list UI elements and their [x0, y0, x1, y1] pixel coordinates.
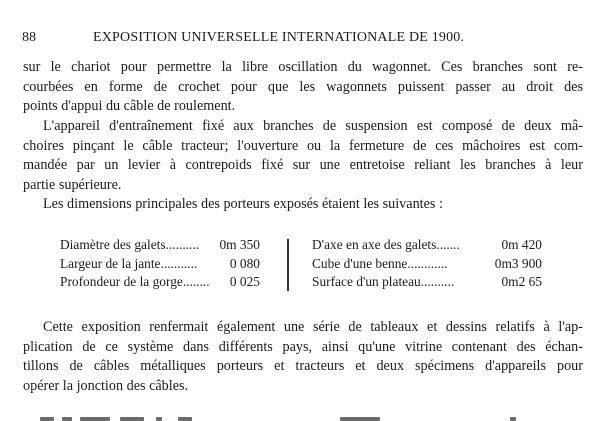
text-line: Cette exposition renfermait également une série de tableaux et dessins relatifs à l'ap-: [43, 319, 583, 335]
dimension-row: [312, 273, 542, 292]
page-header: [22, 30, 582, 50]
text-line: mandée par un levier à contrepoids fixé sur une entretoise reliant les branches à leur: [23, 157, 583, 173]
text-line: sur le chariot pour permettre la libre oscillation du wagonnet. Ces branches sont re-: [23, 59, 583, 75]
paragraph-1: [23, 58, 583, 117]
dimension-value: 0 025: [229, 274, 260, 289]
paragraph-2: [23, 117, 583, 195]
text-line: courbées en forme de crochet pour que les wagonnets puissent passer au droit des: [23, 78, 583, 95]
dimension-label: Profondeur de la gorge........: [60, 274, 210, 289]
text-line: tillons de câbles métalliques porteurs et tracteurs et deux spécimens d'appareils pour: [23, 358, 583, 374]
dimension-value: 0 080: [229, 255, 260, 271]
dimension-row: [60, 273, 260, 292]
dimension-value: 0m3 900: [494, 255, 542, 271]
dimension-label: Cube d'une benne............: [312, 255, 448, 271]
page-number: 88: [22, 30, 36, 45]
dimensions-column-right: [312, 236, 542, 292]
dimensions-column-left: [60, 236, 260, 292]
dimension-value: 0m 420: [501, 237, 542, 252]
dimension-value: 0m2 65: [501, 274, 542, 289]
dimension-label: Largeur de la jante...........: [60, 255, 198, 271]
dimension-label: Surface d'un plateau..........: [312, 274, 455, 289]
text-line: plication de ce système dans différents pays, ainsi qu'une vitrine contenant des échan-: [23, 338, 583, 355]
text-line: opérer la jonction des câbles.: [23, 377, 189, 394]
dimension-row: [312, 236, 542, 255]
running-title: EXPOSITION UNIVERSELLE INTERNATIONALE DE 1900.: [93, 30, 465, 45]
cropped-next-line: [40, 411, 580, 421]
dimension-label: D'axe en axe des galets.......: [312, 237, 460, 252]
text-line: choires pinçant le câble tracteur; l'ouverture ou la fermeture de ces mâchoires est com-: [23, 137, 583, 154]
dimension-row: [60, 255, 260, 274]
dimension-label: Diamètre des galets..........: [60, 237, 200, 252]
text-line: partie supérieure.: [23, 176, 122, 193]
dimension-row: [312, 255, 542, 274]
text-line: L'appareil d'entraînement fixé aux branches de suspension est composé de deux mâ-: [43, 118, 583, 134]
column-divider: [287, 239, 289, 291]
paragraph-4: [23, 318, 583, 396]
text-line: Les dimensions principales des porteurs exposés étaient les suivantes :: [43, 196, 443, 212]
text-line: points d'appui du câble de roulement.: [23, 98, 236, 114]
dimension-row: [60, 236, 260, 255]
paragraph-3: [23, 195, 583, 215]
dimension-value: 0m 350: [219, 237, 260, 252]
